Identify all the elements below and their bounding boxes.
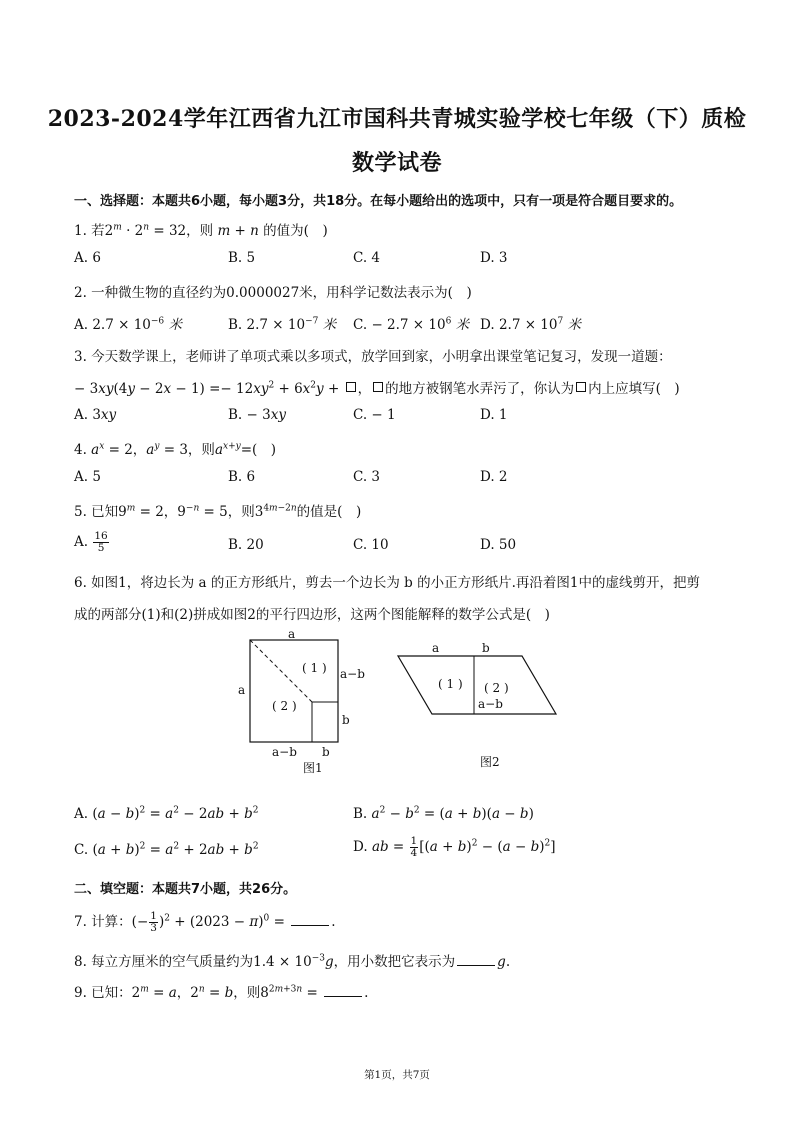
q3-option-c: C. − 1 [353,407,396,423]
q2-option-b: B. $2.7 \times 10^{-7}$ 米 [228,316,337,333]
q4-option-c: C. 3 [353,469,381,485]
page-footer: 第1页，共7页 [364,1069,430,1081]
exam-title-line2: 数学试卷 [351,150,442,176]
q1-stem: 1. 若$2^m \cdot 2^n = 32$，则 m + n 的值为( ) [74,222,328,239]
q3-option-d: D. 1 [480,407,508,423]
q2-stem: 2. 一种微生物的直径约为0.0000027米，用科学记数法表示为( ) [74,285,472,301]
svg-text:a−b: a−b [272,745,297,759]
fraction: $\frac{1}{4}$ [410,835,418,859]
q3-option-b: B. − 3xy [228,407,286,423]
svg-text:( 1 ): ( 1 ) [302,661,327,675]
q4-option-b: B. 6 [228,469,256,485]
q6-option-d: D. ab = $\frac{1}{4}$ $[(a + b)^2 - (a - b)^2]$ [353,835,556,859]
svg-text:a−b: a−b [340,667,365,681]
svg-text:图1: 图1 [303,761,323,775]
fraction: $\frac{1}{3}$ [150,910,157,934]
blank-box [576,382,586,392]
q5-option-a: A. $\frac{16}{5}$ [74,530,108,554]
q5-option-c: C. 10 [353,537,389,553]
answer-blank[interactable] [291,913,329,926]
svg-text:图2: 图2 [480,755,500,769]
q2-option-a: A. $2.7 \times 10^{-6}$ 米 [74,316,182,333]
section1-heading: 一、选择题：本题共6小题，每小题3分，共18分。在每小题给出的选项中，只有一项是符合题目要求的。 [74,194,683,209]
q4-option-d: D. 2 [480,469,508,485]
q4-option-a: A. 5 [74,469,101,485]
q8-stem: 8. 每立方厘米的空气质量约为$1.4 \times 10^{-3}g$，用小数把它表示为 g. [74,953,511,970]
q7-stem: 7. 计算：(− $\frac{1}{3}$ )$^2 + (2023 - \pi)^0$ = . [74,910,336,934]
section2-heading: 二、填空题：本题共7小题，共26分。 [74,882,297,897]
svg-text:a: a [288,627,296,641]
q1-option-a: A. 6 [74,250,101,266]
svg-text:b: b [342,713,350,727]
q6-option-b: B. $a^2 - b^2 = (a + b)(a - b)$ [353,805,534,822]
svg-text:b: b [482,641,490,655]
exam-title-line1: 2023-2024学年江西省九江市国科共青城实验学校七年级（下）质检 [47,106,747,132]
svg-text:a: a [432,641,440,655]
answer-blank[interactable] [457,953,495,966]
figure-1 [230,626,380,776]
fraction: $\frac{16}{5}$ [94,530,108,554]
blank-box [346,382,356,392]
blank-box [373,382,383,392]
svg-text:a−b: a−b [478,697,503,711]
svg-text:( 2 ): ( 2 ) [484,681,509,695]
q6-line2: 成的两部分(1)和(2)拼成如图2的平行四边形，这两个图能解释的数学公式是( ) [74,607,550,623]
q1-option-d: D. 3 [480,250,508,266]
q6-option-c: C. $(a + b)^2 = a^2 + 2ab + b^2$ [74,841,259,858]
q3-line2: − $3xy(4y - 2x - 1) =- 12xy^2 + 6x^2y$ + ， 的地方被钢笔水弄污了，你认为 内上应填写( ) [74,380,680,397]
q4-stem: 4. $a^x = 2$，$a^y = 3$，则$a^{x+y}=$( ) [74,441,277,458]
q3-option-a: A. 3xy [74,407,117,423]
svg-text:a: a [238,683,246,697]
q1-option-b: B. 5 [228,250,256,266]
q1-option-c: C. 4 [353,250,381,266]
q5-option-b: B. 20 [228,537,264,553]
svg-text:( 1 ): ( 1 ) [438,677,463,691]
svg-text:b: b [322,745,330,759]
q5-stem: 5. 已知$9^m = 2$，$9^{-n} = 5$，则$3^{4m-2n}$的值是( ) [74,503,362,520]
svg-text:( 2 ): ( 2 ) [272,699,297,713]
q3-line1: 3. 今天数学课上，老师讲了单项式乘以多项式，放学回到家，小明拿出课堂笔记复习，发现一道题： [74,349,672,365]
q6-line1: 6. 如图1，将边长为 a 的正方形纸片，剪去一个边长为 b 的小正方形纸片.再沿着图1中的虚线剪开，把剪 [74,575,700,591]
answer-blank[interactable] [324,984,362,997]
q6-option-a: A. $(a - b)^2 = a^2 - 2ab + b^2$ [74,805,259,822]
q2-option-c: C. − $2.7 \times 10^6$ 米 [353,316,470,333]
figure-2 [390,636,565,776]
q5-option-d: D. 50 [480,537,517,553]
q9-stem: 9. 已知：$2^m = a$，$2^n = b$，则$8^{2m+3n}$ = . [74,984,369,1001]
q2-option-d: D. $2.7 \times 10^7$ 米 [480,316,582,333]
